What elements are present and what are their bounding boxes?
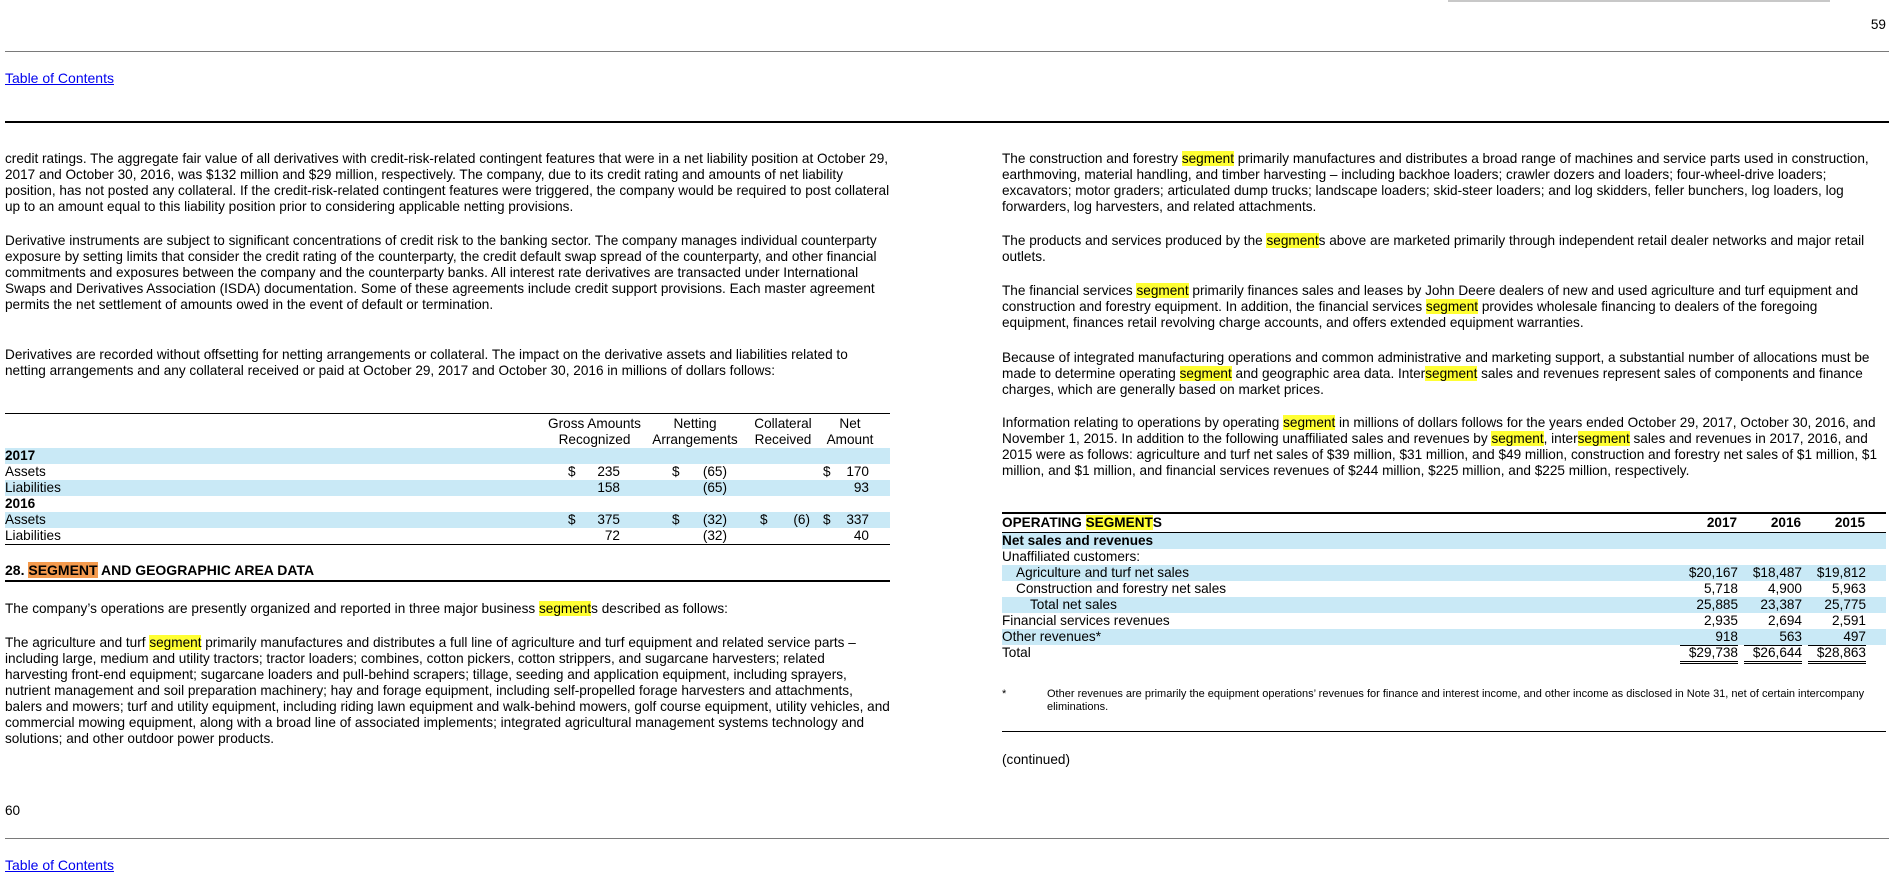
table-bottom-rule — [5, 544, 890, 545]
search-highlight: segment — [1266, 233, 1319, 248]
footnote-text: Other revenues are primarily the equipment operations’ revenues for finance and interest income, and other income as disclosed in Note 31, net of certain intercompany eliminations. — [1047, 688, 1865, 713]
dollar-sign: $ — [823, 464, 831, 479]
operations-overview-paragraph: The company’s operations are presently organized and reported in three major business segments described as follows: — [5, 601, 728, 616]
value-2015: 2,591 — [1831, 613, 1866, 628]
dollar-sign: $ — [672, 464, 680, 479]
net-value: 337 — [846, 512, 869, 527]
products-paragraph: The products and services produced by the segments above are marketed primarily through independent retail dealer networks and major retail outlets. — [1002, 233, 1865, 264]
gross-value: 72 — [604, 528, 620, 543]
value-2016: 23,387 — [1760, 597, 1802, 612]
table-row — [5, 512, 890, 528]
value-2017: 25,885 — [1696, 597, 1738, 612]
search-highlight: segment — [1283, 415, 1336, 430]
search-highlight: segment — [1491, 431, 1544, 446]
row-label: Assets — [5, 512, 46, 527]
col-header-collateral: Collateral Received — [754, 416, 812, 447]
search-highlight: segment — [1425, 299, 1479, 314]
row-label: Construction and forestry net sales — [1016, 581, 1227, 596]
net-value: 40 — [853, 528, 869, 543]
table-row — [1002, 613, 1886, 629]
footer-divider — [5, 838, 1889, 839]
row-label: Financial services revenues — [1002, 613, 1170, 628]
search-highlight: segment — [1179, 366, 1232, 381]
table-of-contents-link-top[interactable]: Table of Contents — [5, 70, 114, 86]
page-number-bottom: 60 — [5, 803, 21, 818]
year-label: 2017 — [5, 448, 36, 463]
net-value: 170 — [846, 464, 869, 479]
netting-value: (65) — [702, 480, 727, 495]
year-label: 2016 — [5, 496, 36, 511]
value-2017: 918 — [1680, 629, 1738, 646]
operations-info-paragraph: Information relating to operations by operating segment in millions of dollars follows for the years ended October 29, 2017, October 30, 2016, and November 1, 2015. In addition to the following unaffiliated sales and revenues by segment, intersegment sales and revenues in 2017, 2016, and 2015 were as follows: agriculture and turf net sales of $39 million, $31 million, and $49 million, construction and forestry net sales of $1 million, $1 million, and $1 million, and financial services revenues of $244 million, $225 million, and $225 million, respectively. — [1002, 415, 1877, 478]
value-2015: 5,963 — [1808, 581, 1866, 598]
row-label: Total — [1002, 645, 1031, 660]
year-row-2017 — [5, 448, 890, 464]
netting-value: (32) — [702, 512, 727, 527]
table-row-total — [1002, 645, 1886, 661]
row-label: Assets — [5, 464, 46, 479]
row-label: Liabilities — [5, 480, 61, 495]
gross-value: 235 — [597, 464, 620, 479]
table-header-row — [5, 414, 890, 448]
row-label: Liabilities — [5, 528, 61, 543]
section-row — [1002, 549, 1886, 565]
dollar-sign: $ — [568, 512, 576, 527]
value-2016: $18,487 — [1752, 565, 1802, 580]
agriculture-segment-paragraph: The agriculture and turf segment primarily manufactures and distributes a full line of agriculture and turf equipment and related service parts – including large, medium and utility tractors; tractor loaders; combines, cotton pickers, cotton strippers, and sugarcane harvesters; related harvesting front-end equipment; sugarcane loaders and pull-behind scrapers; tillage, seeding and application equipment, including sprayers, nutrient management and soil preparation machinery; hay and forage equipment, including self-propelled forage harvesters and attachments, balers and mowers; turf and utility equipment, including riding lawn equipment and walk-behind mowers, golf course equipment, utility vehicles, and commercial mowing equipment, along with a broad line of associated implements; integrated agricultural management systems technology and solutions; and other outdoor power products. — [5, 635, 890, 746]
derivatives-offsetting-paragraph: Derivatives are recorded without offsetting for netting arrangements or collateral. The impact on the derivative assets and liabilities related to netting arrangements and any collateral received or paid at October 29, 2017 and October 30, 2016 in millions of dollars follows: — [5, 347, 848, 378]
footnote-rule — [1002, 731, 1886, 732]
section-number: 28. — [5, 562, 25, 578]
collateral-value: (6) — [793, 512, 810, 527]
footnote-marker: * — [1002, 688, 1007, 700]
col-header-netting: Netting Arrangements — [652, 416, 738, 447]
search-highlight: segment — [1181, 151, 1234, 166]
search-highlight: segment — [1577, 431, 1630, 446]
table-row — [1002, 565, 1886, 581]
netting-value: (65) — [702, 464, 727, 479]
page-number-top: 59 — [1870, 17, 1886, 32]
search-highlight-active: SEGMENT — [28, 562, 98, 578]
continued-label: (continued) — [1002, 752, 1071, 767]
value-2016: 4,900 — [1744, 581, 1802, 598]
value-2015: 497 — [1808, 629, 1866, 646]
dollar-sign: $ — [823, 512, 831, 527]
financial-services-paragraph: The financial services segment primarily finances sales and leases by John Deere dealers of new and used agriculture and turf equipment and construction and forestry equipment. In addition, the financial services segment provides wholesale financing to dealers of the foregoing equipment, finances retail revolving charge accounts, and offers extended equipment warranties. — [1002, 283, 1859, 330]
row-label: Net sales and revenues — [1002, 533, 1154, 548]
allocations-paragraph: Because of integrated manufacturing operations and common administrative and marketing support, a substantial number of allocations must be made to determine operating segment and geographic area data. Intersegment sales and revenues represent sales of components and finance charges, which are generally based on market prices. — [1002, 350, 1870, 397]
col-header-gross: Gross Amounts Recognized — [548, 416, 641, 447]
table-row — [1002, 597, 1886, 613]
page-top-rule — [5, 121, 1889, 123]
table-header-row — [1002, 512, 1886, 532]
section-title-rest: AND GEOGRAPHIC AREA DATA — [100, 562, 315, 578]
col-header-net: Net Amount — [826, 416, 874, 447]
year-row-2016 — [5, 496, 890, 512]
row-label: Other revenues* — [1002, 629, 1101, 644]
net-value: 93 — [853, 480, 869, 495]
value-2016: 563 — [1744, 629, 1802, 646]
value-2015: 25,775 — [1824, 597, 1866, 612]
value-2017: 2,935 — [1703, 613, 1738, 628]
search-highlight: segment — [1425, 366, 1478, 381]
table-row — [5, 464, 890, 480]
table-title: OPERATING SEGMENTS — [1002, 515, 1162, 530]
dollar-sign: $ — [568, 464, 576, 479]
dollar-sign: $ — [760, 512, 768, 527]
gross-value: 375 — [597, 512, 620, 527]
search-highlight: segment — [149, 635, 202, 650]
operating-segments-table — [1002, 512, 1886, 661]
pdf-viewer-scroll-indicator — [1448, 0, 1830, 2]
netting-value: (32) — [702, 528, 727, 543]
table-row — [1002, 629, 1886, 645]
construction-segment-paragraph: The construction and forestry segment primarily manufactures and distributes a broad range of machines and service parts used in construction, earthmoving, material handling, and timber harvesting – including backhoe loaders; crawler dozers and loaders; four-wheel-drive loaders; excavators; motor graders; articulated dump trucks; landscape loaders; skid-steer loaders; and log skidders, feller bunchers, log loaders, log forwarders, log harvesters, and related attachments. — [1002, 151, 1869, 214]
value-2017: 5,718 — [1680, 581, 1738, 598]
value-2015: $19,812 — [1816, 565, 1866, 580]
row-label: Total net sales — [1030, 597, 1117, 612]
search-highlight: segment — [1136, 283, 1189, 298]
value-2017: $29,738 — [1680, 645, 1738, 664]
value-2016: $26,644 — [1744, 645, 1802, 664]
credit-ratings-paragraph: credit ratings. The aggregate fair value of all derivatives with credit-risk-related contingent features that were in a net liability position at October 29, 2017 and October 30, 2016, was $132 million and $29 million, respectively. The company, due to its credit rating and amounts of net liability position, has not posted any collateral. If the credit-risk-related contingent features were triggered, the company would be required to post collateral up to an amount equal to this liability position prior to considering applicable netting provisions. — [5, 151, 890, 214]
year-header-2015: 2015 — [1834, 515, 1866, 530]
row-label: Agriculture and turf net sales — [1016, 565, 1190, 580]
search-highlight: SEGMENT — [1085, 515, 1153, 530]
value-2015: $28,863 — [1808, 645, 1866, 664]
table-row — [1002, 581, 1886, 597]
table-of-contents-link-bottom[interactable]: Table of Contents — [5, 857, 114, 873]
derivative-concentration-paragraph: Derivative instruments are subject to significant concentrations of credit risk to the banking sector. The company manages individual counterparty exposure by setting limits that consider the credit rating of the counterparty, the credit default swap spread of the counterparty, and other financial commitments and exposures between the company and the counterparty banks. All interest rate derivatives are transacted under International Swaps and Derivatives Association (ISDA) documentation. Some of these agreements include credit support provisions. Each master agreement permits the net settlement of amounts owed in the event of default or termination. — [5, 233, 877, 312]
dollar-sign: $ — [672, 512, 680, 527]
value-2017: $20,167 — [1688, 565, 1738, 580]
section-heading — [5, 562, 890, 582]
row-label: Unaffiliated customers: — [1002, 549, 1141, 564]
gross-value: 158 — [597, 480, 620, 495]
value-2016: 2,694 — [1767, 613, 1802, 628]
section-row — [1002, 533, 1886, 549]
header-divider — [5, 51, 1889, 52]
search-highlight: segment — [539, 601, 592, 616]
year-header-2017: 2017 — [1706, 515, 1738, 530]
table-row — [5, 480, 890, 496]
table-row — [5, 528, 890, 544]
derivatives-netting-table — [5, 413, 890, 545]
year-header-2016: 2016 — [1770, 515, 1802, 530]
